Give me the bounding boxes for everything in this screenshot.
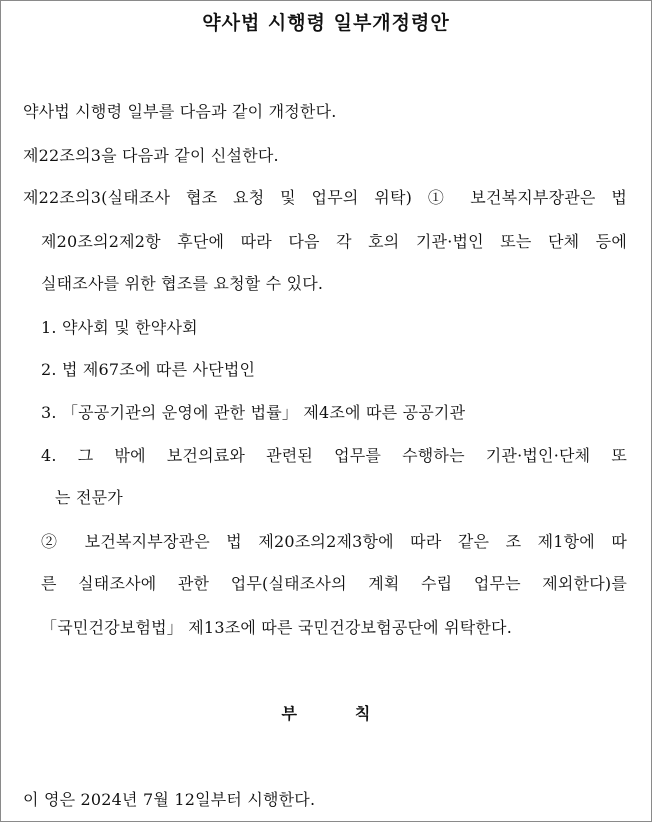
document-title: 약사법 시행령 일부개정령안 xyxy=(202,12,450,34)
article-line-3: 실태조사를 위한 협조를 요청할 수 있다. xyxy=(41,274,324,293)
list-item-2: 2. 법 제67조에 따른 사단법인 xyxy=(41,360,256,379)
intro-text: 약사법 시행령 일부를 다음과 같이 개정한다. xyxy=(23,102,337,121)
supplementary-heading: 부 칙 xyxy=(281,704,371,723)
instruction-text: 제22조의3을 다음과 같이 신설한다. xyxy=(23,146,279,165)
list-item-1: 1. 약사회 및 한약사회 xyxy=(41,318,198,337)
paragraph-2-line-2: 른 실태조사에 관한 업무(실태조사의 계획 수립 업무는 제외한다)를 xyxy=(41,574,627,593)
list-item-4: 4. 그 밖에 보건의료와 관련된 업무를 수행하는 기관·법인·단체 또 xyxy=(41,446,627,465)
list-item-4-continuation: 는 전문가 xyxy=(55,488,123,507)
paragraph-2-line-1: ② 보건복지부장관은 법 제20조의2제3항에 따라 같은 조 제1항에 따 xyxy=(41,532,627,551)
article-line-2: 제20조의2제2항 후단에 따라 다음 각 호의 기관·법인 또는 단체 등에 xyxy=(41,232,627,251)
list-item-3: 3. 「공공기관의 운영에 관한 법률」 제4조에 따른 공공기관 xyxy=(41,403,466,422)
supplementary-text: 이 영은 2024년 7월 12일부터 시행한다. xyxy=(23,790,316,809)
article-line-1: 제22조의3(실태조사 협조 요청 및 업무의 위탁) ① 보건복지부장관은 법 xyxy=(23,188,627,207)
paragraph-2-line-3: 「국민건강보험법」 제13조에 따른 국민건강보험공단에 위탁한다. xyxy=(41,618,512,637)
